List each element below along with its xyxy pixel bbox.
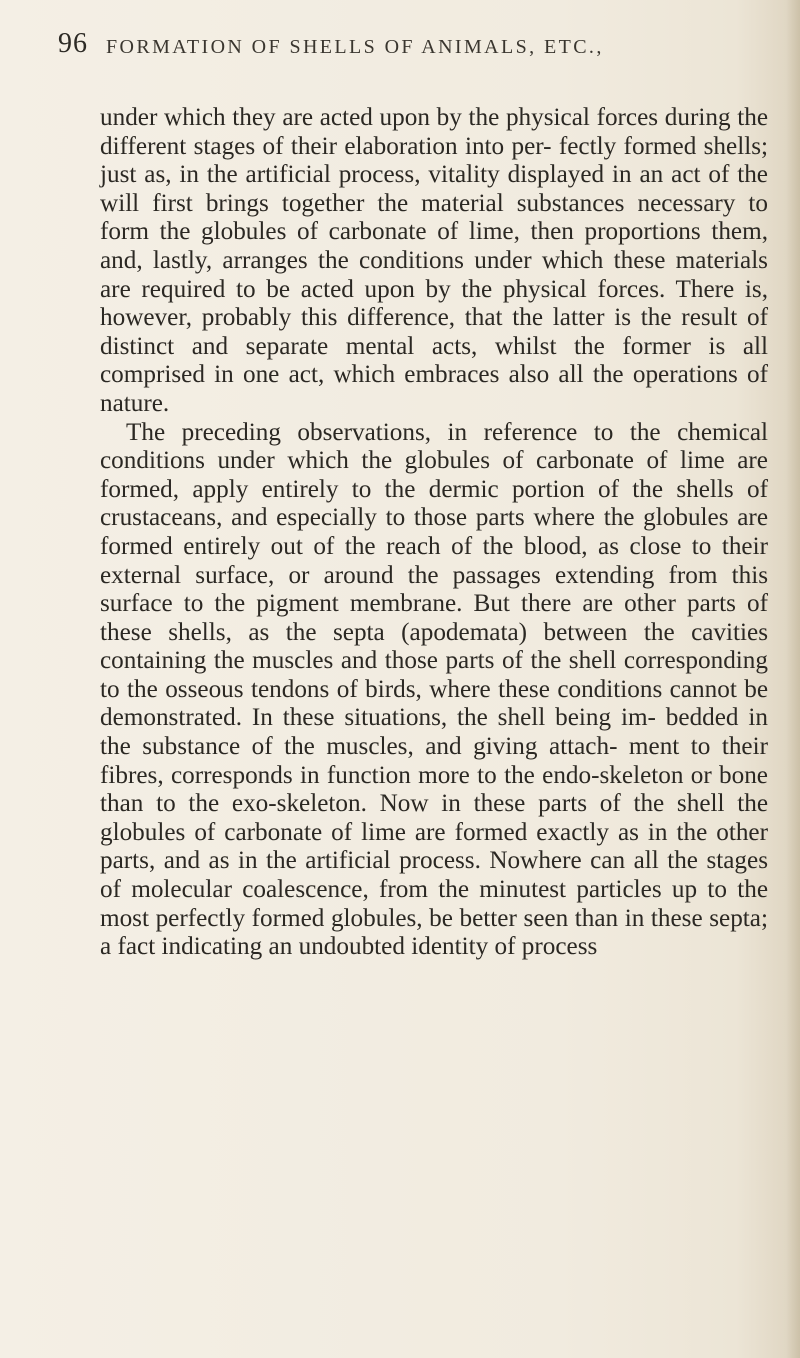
paragraph-continuation: under which they are acted upon by the physical forces during the different stages of their elaboration into per- fectly formed shells; just as, in the artificial process, vitality displayed in an act of the will first brings together the material substances necessary to form the globules of carbonate of lime, then proportions them, and, lastly, arranges the conditions under which these materials are required to be acted upon by the physical forces. There is, however, probably this difference, that the latter is the result of distinct and separate mental acts, whilst the former is all comprised in one act, which embraces also all the operations of nature. <box>100 104 768 417</box>
body-text <box>100 104 768 962</box>
page-header <box>58 28 758 68</box>
running-head: FORMATION OF SHELLS OF ANIMALS, ETC., <box>106 36 604 58</box>
page-number: 96 <box>58 28 88 59</box>
paragraph: The preceding observations, in reference to the chemical conditions under which the globules of carbonate of lime are formed, apply entirely to the dermic portion of the shells of crustaceans, and especially to those parts where the globules are formed entirely out of the reach of the blood, as close to their external surface, or around the passages extending from this surface to the pigment membrane. But there are other parts of these shells, as the septa (apodemata) between the cavities containing the muscles and those parts of the shell corresponding to the osseous tendons of birds, where these conditions cannot be demonstrated. In these situations, the shell being im- bedded in the substance of the muscles, and giving attach- ment to their fibres, corresponds in function more to the endo-skeleton or bone than to the exo-skeleton. Now in these parts of the shell the globules of carbonate of lime are formed exactly as in the other parts, and as in the artificial process. Nowhere can all the stages of molecular coalescence, from the minutest particles up to the most perfectly formed globules, be better seen than in these septa; a fact indicating an undoubted identity of process <box>100 418 768 961</box>
page-edge-shadow <box>786 0 800 1358</box>
